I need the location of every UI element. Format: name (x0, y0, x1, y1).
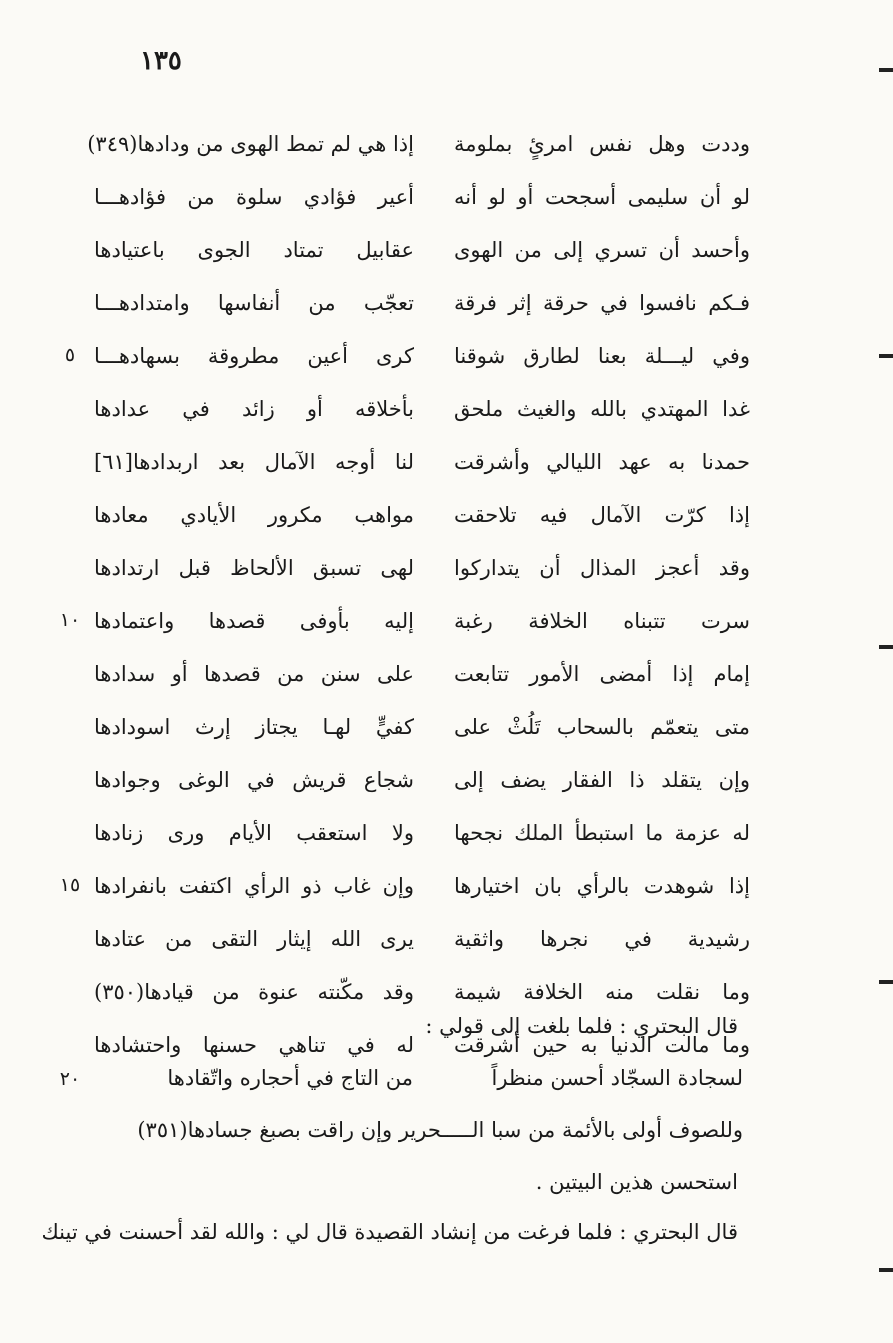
edge-mark (879, 68, 893, 72)
line-number: ٢٠ (59, 1068, 81, 1090)
verse-second-hemistich: إليه بأوفى قصدها واعتمادها (94, 609, 414, 633)
verse-first-hemistich: وما نقلت منه الخلافة شيمة (454, 980, 750, 1004)
line-number: ١٠ (59, 609, 81, 631)
verse-second-hemistich: لنا أوجه الآمال بعد اربدادها[٦١] (94, 450, 414, 474)
verse-second-hemistich: يرى الله إيثار التقى من عتادها (94, 927, 414, 951)
verse-second-hemistich: كفيٍّ لهـا يجتاز إرث اسودادها (94, 715, 414, 739)
verse-first-hemistich: لسجادة السجّاد أحسن منظراً (491, 1066, 743, 1090)
verse-second-hemistich: إذا هي لم تمط الهوى من ودادها(٣٤٩) (87, 132, 414, 156)
verse-line (90, 860, 750, 914)
verse-line (90, 542, 750, 596)
verse-line (90, 489, 750, 543)
edge-mark (879, 980, 893, 984)
verse-first-hemistich: وقد أعجز المذال أن يتداركوا (454, 556, 750, 580)
verse-line (90, 330, 750, 384)
verse-second-hemistich: وإن غاب ذو الرأي اكتفت بانفرادها (94, 874, 414, 898)
verse-line (90, 277, 750, 331)
verse-first-hemistich: لو أن سليمى أسجحت أو لو أنه (454, 185, 750, 209)
verse-first-hemistich: رشيدية في نجرها واثقية (454, 927, 750, 951)
verse-first-hemistich: متى يتعمّم بالسحاب تَلُثْ على (454, 715, 750, 739)
verse-line (90, 595, 750, 649)
verse-second-hemistich: له في تناهي حسنها واحتشادها (94, 1033, 414, 1057)
verse-second-hemistich: على سنن من قصدها أو سدادها (94, 662, 414, 686)
verse-line (90, 383, 750, 437)
verse-first-hemistich: فـكم نافسوا في حرقة إثر فرقة (454, 291, 750, 315)
verse-line (90, 966, 750, 1020)
verse-first-hemistich: سرت تتبناه الخلافة رغبة (454, 609, 750, 633)
verse-line (90, 436, 750, 490)
verse-first-hemistich: إذا كرّت الآمال فيه تلاحقت (454, 503, 750, 527)
verse-line: وللصوف أولى بالأئمة من سبا الـــــحرير وإن راقت بصبغ جسادها(٣٥١) (137, 1118, 743, 1142)
verse-line (90, 913, 750, 967)
verse-second-hemistich: من التاج في أحجاره واتّقادها (167, 1066, 413, 1090)
prose-line: قال البحتري : فلما بلغت إلى قولي : (425, 1014, 738, 1038)
verse-second-hemistich: عقابيل تمتاد الجوى باعتيادها (94, 238, 414, 262)
verse-first-hemistich: وفي ليـــلة بعنا لطارق شوقنا (454, 344, 750, 368)
verse-line (87, 118, 750, 172)
prose-line: استحسن هذين البيتين . (535, 1170, 738, 1194)
verse-second-hemistich: لهى تسبق الألحاظ قبل ارتدادها (94, 556, 414, 580)
prose-line: قال البحتري : فلما فرغت من إنشاد القصيدة قال لي : والله لقد أحسنت في تينك (41, 1220, 738, 1244)
verse-first-hemistich: إذا شوهدت بالرأي بان اختيارها (454, 874, 750, 898)
verse-first-hemistich: له عزمة ما استبطأ الملك نجحها (454, 821, 750, 845)
verse-first-hemistich: حمدنا به عهد الليالي وأشرقت (454, 450, 750, 474)
verse-second-hemistich: تعجّب من أنفاسها وامتدادهـــا (94, 291, 414, 315)
verse-first-hemistich: غدا المهتدي بالله والغيث ملحق (454, 397, 750, 421)
edge-mark (879, 354, 893, 358)
edge-mark (879, 1268, 893, 1272)
verse-line (90, 224, 750, 278)
verse-second-hemistich: ولا استعقب الأيام ورى زنادها (94, 821, 414, 845)
verse-second-hemistich: وقد مكّنته عنوة من قيادها(٣٥٠) (94, 980, 414, 1004)
verse-line (90, 648, 750, 702)
verse-first-hemistich: إمام إذا أمضى الأمور تتابعت (454, 662, 750, 686)
verse-second-hemistich: شجاع قريش في الوغى وجوادها (94, 768, 414, 792)
verse-second-hemistich: كرى أعين مطروقة بسهادهـــا (94, 344, 414, 368)
verse-second-hemistich: بأخلاقه أو زائد في عدادها (94, 397, 414, 421)
verse-first-hemistich: وأحسد أن تسري إلى من الهوى (454, 238, 750, 262)
edge-mark (879, 645, 893, 649)
verse-line (90, 807, 750, 861)
verse-line (90, 701, 750, 755)
verse-line (143, 1066, 743, 1106)
verse-first-hemistich: وما مالت الدنيا به حين أشرقت (454, 1033, 750, 1057)
verse-first-hemistich: وإن يتقلد ذا الفقار يضف إلى (454, 768, 750, 792)
verse-second-hemistich: أعير فؤادي سلوة من فؤادهـــا (94, 185, 414, 209)
line-number: ٥ (64, 344, 76, 366)
verse-first-hemistich: وددت وهل نفس امرئٍ بملومة (454, 132, 750, 156)
verse-line (90, 754, 750, 808)
line-number: ١٥ (59, 874, 81, 896)
verse-second-hemistich: مواهب مكرور الأيادي معادها (94, 503, 414, 527)
verse-line (90, 171, 750, 225)
page-number: ١٣٥ (140, 46, 182, 76)
